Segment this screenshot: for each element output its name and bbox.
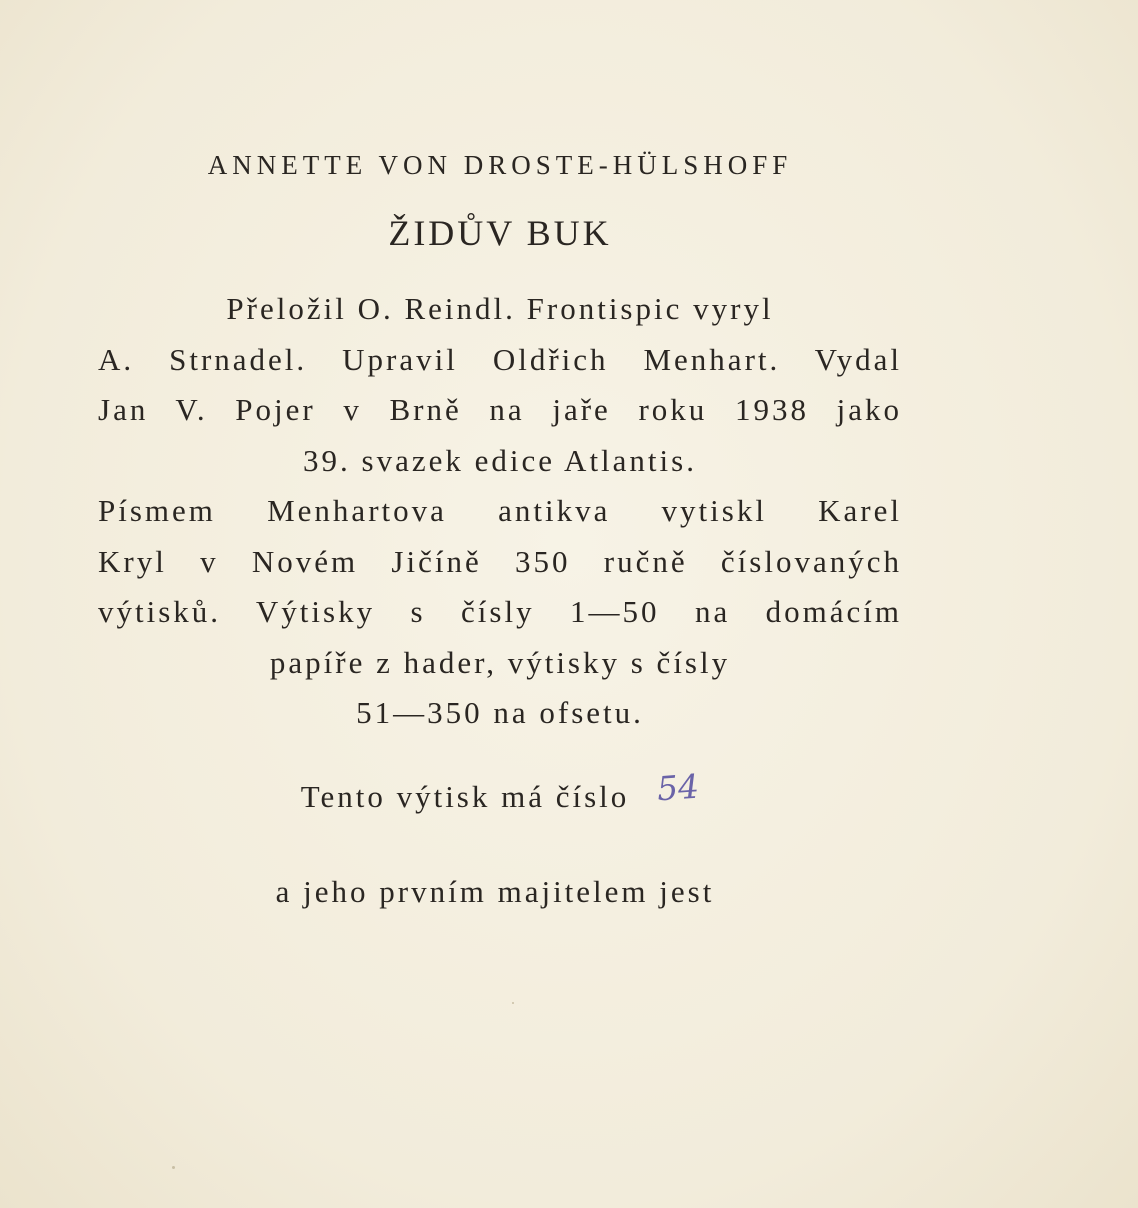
colophon-line: Jan V. Pojer v Brně na jaře roku 1938 jako — [98, 392, 902, 427]
copy-number-line — [0, 766, 1000, 815]
colophon-line: A. Strnadel. Upravil Oldřich Menhart. Vydal — [98, 341, 902, 377]
paper-speck — [512, 1002, 514, 1004]
colophon-line: 51—350 na ofsetu. — [356, 695, 644, 730]
book-title: ŽIDŮV BUK — [388, 213, 612, 253]
colophon-line: Přeložil O. Reindl. Frontispic vyryl — [226, 291, 774, 326]
handwritten-copy-number: 54 — [655, 766, 701, 809]
colophon-text — [98, 284, 902, 739]
colophon-line: Kryl v Novém Jičíně 350 ručně číslovaných — [98, 543, 902, 579]
colophon-line: papíře z hader, výtisky s čísly — [269, 644, 731, 680]
colophon-line: 39. svazek edice Atlantis. — [303, 442, 697, 478]
owner-line: a jeho prvním majitelem jest — [275, 874, 715, 909]
colophon-line: Písmem Menhartova antikva vytiskl Karel — [98, 493, 902, 528]
author-name: ANNETTE VON DROSTE-HÜLSHOFF — [207, 150, 793, 180]
colophon-line: výtisků. Výtisky s čísly 1—50 na domácím — [98, 594, 902, 629]
copy-number-label: Tento výtisk má číslo — [300, 779, 630, 814]
paper-speck — [172, 1166, 175, 1169]
